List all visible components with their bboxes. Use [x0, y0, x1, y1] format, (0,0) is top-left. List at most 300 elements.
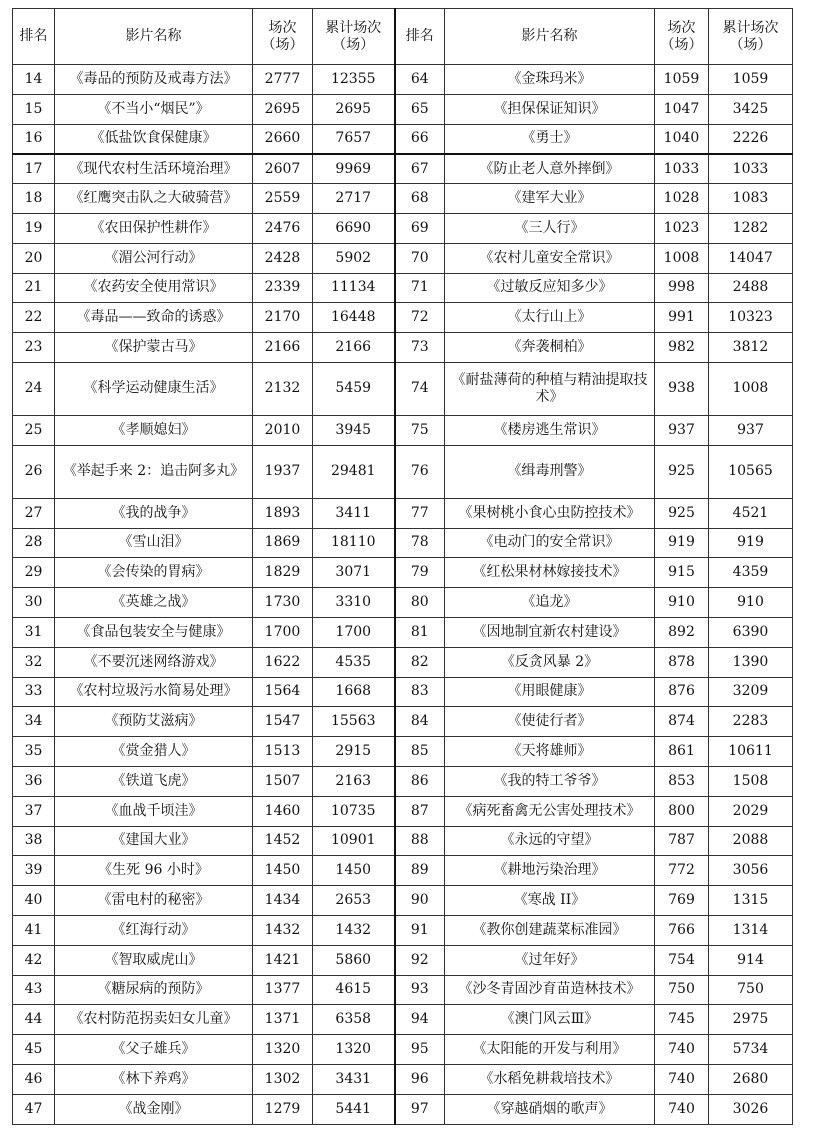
- left-shows-cell: 1434: [253, 886, 313, 916]
- left-title-cell: 《低盐饮食保健康》: [55, 124, 253, 154]
- right-rank-cell: 74: [395, 362, 445, 415]
- right-cumulative-cell: 1033: [709, 154, 793, 184]
- left-title-cell: 《农村防范拐卖妇女儿童》: [55, 1005, 253, 1035]
- left-cumulative-cell: 15563: [313, 707, 395, 737]
- left-title-cell: 《战金刚》: [55, 1094, 253, 1124]
- table-row: [13, 415, 793, 445]
- right-shows-cell: 766: [655, 915, 709, 945]
- right-title-cell: 《金珠玛米》: [445, 65, 655, 95]
- header-rank: 排名: [13, 9, 55, 65]
- left-title-cell: 《会传染的胃病》: [55, 558, 253, 588]
- left-rank-cell: 24: [13, 362, 55, 415]
- left-rank-cell: 16: [13, 124, 55, 154]
- left-title-cell: 《举起手来 2：追击阿多丸》: [55, 445, 253, 498]
- header-shows: 场次（场）: [655, 9, 709, 65]
- table-row: [13, 303, 793, 333]
- left-shows-cell: 2170: [253, 303, 313, 333]
- right-rank-cell: 72: [395, 303, 445, 333]
- table-row: [13, 617, 793, 647]
- right-cumulative-cell: 2488: [709, 273, 793, 303]
- right-shows-cell: 925: [655, 498, 709, 528]
- right-rank-cell: 73: [395, 333, 445, 363]
- left-rank-cell: 30: [13, 588, 55, 618]
- right-title-cell: 《过敏反应知多少》: [445, 273, 655, 303]
- left-rank-cell: 41: [13, 915, 55, 945]
- right-title-cell: 《防止老人意外摔倒》: [445, 154, 655, 184]
- right-cumulative-cell: 4359: [709, 558, 793, 588]
- left-rank-cell: 33: [13, 677, 55, 707]
- right-title-cell: 《病死畜禽无公害处理技术》: [445, 796, 655, 826]
- left-rank-cell: 47: [13, 1094, 55, 1124]
- right-shows-cell: 769: [655, 886, 709, 916]
- left-cumulative-cell: 3071: [313, 558, 395, 588]
- right-title-cell: 《耐盐薄荷的种植与精油提取技术》: [445, 362, 655, 415]
- table-row: [13, 498, 793, 528]
- right-cumulative-cell: 2088: [709, 826, 793, 856]
- table-row: [13, 1005, 793, 1035]
- right-title-cell: 《耕地污染治理》: [445, 856, 655, 886]
- left-rank-cell: 17: [13, 154, 55, 184]
- right-rank-cell: 69: [395, 213, 445, 243]
- left-cumulative-cell: 1320: [313, 1035, 395, 1065]
- right-shows-cell: 876: [655, 677, 709, 707]
- left-title-cell: 《智取威虎山》: [55, 945, 253, 975]
- left-cumulative-cell: 2653: [313, 886, 395, 916]
- right-rank-cell: 97: [395, 1094, 445, 1124]
- left-title-cell: 《生死 96 小时》: [55, 856, 253, 886]
- left-title-cell: 《糖尿病的预防》: [55, 975, 253, 1005]
- table-header: [13, 9, 793, 65]
- left-cumulative-cell: 7657: [313, 124, 395, 154]
- table-row: [13, 558, 793, 588]
- left-title-cell: 《保护蒙古马》: [55, 333, 253, 363]
- right-title-cell: 《红松果材林嫁接技术》: [445, 558, 655, 588]
- left-cumulative-cell: 2166: [313, 333, 395, 363]
- right-rank-cell: 70: [395, 243, 445, 273]
- right-rank-cell: 85: [395, 737, 445, 767]
- right-shows-cell: 740: [655, 1064, 709, 1094]
- right-title-cell: 《果树桃小食心虫防控技术》: [445, 498, 655, 528]
- table-row: [13, 707, 793, 737]
- left-cumulative-cell: 4615: [313, 975, 395, 1005]
- left-rank-cell: 22: [13, 303, 55, 333]
- left-shows-cell: 1730: [253, 588, 313, 618]
- right-cumulative-cell: 2680: [709, 1064, 793, 1094]
- left-shows-cell: 1320: [253, 1035, 313, 1065]
- left-shows-cell: 2339: [253, 273, 313, 303]
- left-title-cell: 《预防艾滋病》: [55, 707, 253, 737]
- right-shows-cell: 745: [655, 1005, 709, 1035]
- left-cumulative-cell: 1432: [313, 915, 395, 945]
- left-title-cell: 《毒品的预防及戒毒方法》: [55, 65, 253, 95]
- right-shows-cell: 1033: [655, 154, 709, 184]
- left-cumulative-cell: 3431: [313, 1064, 395, 1094]
- header-cumulative: 累计场次（场）: [709, 9, 793, 65]
- left-rank-cell: 36: [13, 766, 55, 796]
- left-shows-cell: 1893: [253, 498, 313, 528]
- left-title-cell: 《不要沉迷网络游戏》: [55, 647, 253, 677]
- header-cumulative: 累计场次（场）: [313, 9, 395, 65]
- right-rank-cell: 75: [395, 415, 445, 445]
- right-rank-cell: 67: [395, 154, 445, 184]
- left-shows-cell: 2166: [253, 333, 313, 363]
- right-title-cell: 《太行山上》: [445, 303, 655, 333]
- right-shows-cell: 892: [655, 617, 709, 647]
- left-rank-cell: 31: [13, 617, 55, 647]
- right-rank-cell: 65: [395, 94, 445, 124]
- right-shows-cell: 938: [655, 362, 709, 415]
- right-title-cell: 《我的特工爷爷》: [445, 766, 655, 796]
- right-rank-cell: 96: [395, 1064, 445, 1094]
- left-shows-cell: 1421: [253, 945, 313, 975]
- left-shows-cell: 1279: [253, 1094, 313, 1124]
- right-rank-cell: 83: [395, 677, 445, 707]
- table-row: [13, 243, 793, 273]
- left-rank-cell: 44: [13, 1005, 55, 1035]
- header-rank: 排名: [395, 9, 445, 65]
- right-shows-cell: 925: [655, 445, 709, 498]
- left-title-cell: 《农村垃圾污水简易处理》: [55, 677, 253, 707]
- left-shows-cell: 2695: [253, 94, 313, 124]
- right-rank-cell: 95: [395, 1035, 445, 1065]
- left-title-cell: 《食品包装安全与健康》: [55, 617, 253, 647]
- right-title-cell: 《水稻免耕栽培技术》: [445, 1064, 655, 1094]
- right-cumulative-cell: 1390: [709, 647, 793, 677]
- left-rank-cell: 40: [13, 886, 55, 916]
- table-row: [13, 445, 793, 498]
- right-shows-cell: 1008: [655, 243, 709, 273]
- document-page: [12, 8, 792, 1125]
- left-shows-cell: 2777: [253, 65, 313, 95]
- left-cumulative-cell: 10735: [313, 796, 395, 826]
- left-cumulative-cell: 5441: [313, 1094, 395, 1124]
- left-cumulative-cell: 3310: [313, 588, 395, 618]
- right-title-cell: 《缉毒刑警》: [445, 445, 655, 498]
- right-rank-cell: 90: [395, 886, 445, 916]
- left-cumulative-cell: 9969: [313, 154, 395, 184]
- right-rank-cell: 66: [395, 124, 445, 154]
- right-cumulative-cell: 919: [709, 528, 793, 558]
- right-cumulative-cell: 3425: [709, 94, 793, 124]
- left-cumulative-cell: 18110: [313, 528, 395, 558]
- right-cumulative-cell: 1008: [709, 362, 793, 415]
- left-shows-cell: 1302: [253, 1064, 313, 1094]
- table-body: [13, 65, 793, 1125]
- left-shows-cell: 1547: [253, 707, 313, 737]
- left-title-cell: 《湄公河行动》: [55, 243, 253, 273]
- right-title-cell: 《永远的守望》: [445, 826, 655, 856]
- left-cumulative-cell: 6690: [313, 213, 395, 243]
- left-cumulative-cell: 3945: [313, 415, 395, 445]
- left-rank-cell: 26: [13, 445, 55, 498]
- right-title-cell: 《勇士》: [445, 124, 655, 154]
- left-rank-cell: 28: [13, 528, 55, 558]
- left-cumulative-cell: 6358: [313, 1005, 395, 1035]
- left-title-cell: 《英雄之战》: [55, 588, 253, 618]
- right-shows-cell: 982: [655, 333, 709, 363]
- table-row: [13, 1064, 793, 1094]
- left-rank-cell: 45: [13, 1035, 55, 1065]
- left-shows-cell: 1450: [253, 856, 313, 886]
- right-title-cell: 《奔袭桐柏》: [445, 333, 655, 363]
- table-row: [13, 273, 793, 303]
- left-cumulative-cell: 16448: [313, 303, 395, 333]
- right-title-cell: 《楼房逃生常识》: [445, 415, 655, 445]
- left-title-cell: 《科学运动健康生活》: [55, 362, 253, 415]
- right-rank-cell: 89: [395, 856, 445, 886]
- table-row: [13, 677, 793, 707]
- right-rank-cell: 68: [395, 184, 445, 214]
- left-rank-cell: 37: [13, 796, 55, 826]
- right-cumulative-cell: 10323: [709, 303, 793, 333]
- right-shows-cell: 919: [655, 528, 709, 558]
- left-title-cell: 《林下养鸡》: [55, 1064, 253, 1094]
- table-row: [13, 124, 793, 154]
- left-shows-cell: 2010: [253, 415, 313, 445]
- right-rank-cell: 76: [395, 445, 445, 498]
- left-shows-cell: 1869: [253, 528, 313, 558]
- left-rank-cell: 27: [13, 498, 55, 528]
- right-title-cell: 《反贪风暴 2》: [445, 647, 655, 677]
- right-title-cell: 《穿越硝烟的歌声》: [445, 1094, 655, 1124]
- right-cumulative-cell: 1282: [709, 213, 793, 243]
- left-title-cell: 《毒品——致命的诱惑》: [55, 303, 253, 333]
- table-row: [13, 528, 793, 558]
- left-rank-cell: 20: [13, 243, 55, 273]
- left-cumulative-cell: 1450: [313, 856, 395, 886]
- left-cumulative-cell: 5860: [313, 945, 395, 975]
- left-cumulative-cell: 12355: [313, 65, 395, 95]
- left-rank-cell: 18: [13, 184, 55, 214]
- left-title-cell: 《红鹰突击队之大破骑营》: [55, 184, 253, 214]
- left-title-cell: 《铁道飞虎》: [55, 766, 253, 796]
- left-cumulative-cell: 2695: [313, 94, 395, 124]
- table-row: [13, 737, 793, 767]
- table-row: [13, 826, 793, 856]
- left-title-cell: 《农药安全使用常识》: [55, 273, 253, 303]
- left-rank-cell: 21: [13, 273, 55, 303]
- right-title-cell: 《三人行》: [445, 213, 655, 243]
- right-title-cell: 《过年好》: [445, 945, 655, 975]
- left-rank-cell: 34: [13, 707, 55, 737]
- header-shows: 场次（场）: [253, 9, 313, 65]
- right-shows-cell: 991: [655, 303, 709, 333]
- right-cumulative-cell: 3056: [709, 856, 793, 886]
- left-cumulative-cell: 3411: [313, 498, 395, 528]
- left-shows-cell: 2660: [253, 124, 313, 154]
- right-title-cell: 《用眼健康》: [445, 677, 655, 707]
- right-cumulative-cell: 1314: [709, 915, 793, 945]
- right-rank-cell: 91: [395, 915, 445, 945]
- left-rank-cell: 23: [13, 333, 55, 363]
- left-title-cell: 《赏金猎人》: [55, 737, 253, 767]
- right-rank-cell: 87: [395, 796, 445, 826]
- right-cumulative-cell: 3209: [709, 677, 793, 707]
- left-rank-cell: 35: [13, 737, 55, 767]
- header-title: 影片名称: [55, 9, 253, 65]
- right-cumulative-cell: 2975: [709, 1005, 793, 1035]
- left-shows-cell: 1513: [253, 737, 313, 767]
- left-shows-cell: 1700: [253, 617, 313, 647]
- left-cumulative-cell: 11134: [313, 273, 395, 303]
- right-cumulative-cell: 3026: [709, 1094, 793, 1124]
- table-row: [13, 184, 793, 214]
- left-rank-cell: 32: [13, 647, 55, 677]
- left-shows-cell: 1452: [253, 826, 313, 856]
- right-shows-cell: 853: [655, 766, 709, 796]
- right-shows-cell: 740: [655, 1094, 709, 1124]
- table-row: [13, 1035, 793, 1065]
- right-title-cell: 《建军大业》: [445, 184, 655, 214]
- left-shows-cell: 1371: [253, 1005, 313, 1035]
- left-rank-cell: 43: [13, 975, 55, 1005]
- left-cumulative-cell: 2915: [313, 737, 395, 767]
- table-row: [13, 154, 793, 184]
- left-shows-cell: 2559: [253, 184, 313, 214]
- table-row: [13, 94, 793, 124]
- right-shows-cell: 1059: [655, 65, 709, 95]
- right-rank-cell: 80: [395, 588, 445, 618]
- left-title-cell: 《农田保护性耕作》: [55, 213, 253, 243]
- right-shows-cell: 754: [655, 945, 709, 975]
- left-rank-cell: 38: [13, 826, 55, 856]
- table-row: [13, 945, 793, 975]
- right-shows-cell: 874: [655, 707, 709, 737]
- right-title-cell: 《追龙》: [445, 588, 655, 618]
- right-shows-cell: 787: [655, 826, 709, 856]
- left-title-cell: 《父子雄兵》: [55, 1035, 253, 1065]
- right-rank-cell: 78: [395, 528, 445, 558]
- left-cumulative-cell: 29481: [313, 445, 395, 498]
- right-cumulative-cell: 10611: [709, 737, 793, 767]
- table-row: [13, 766, 793, 796]
- right-shows-cell: 915: [655, 558, 709, 588]
- right-rank-cell: 79: [395, 558, 445, 588]
- left-shows-cell: 1377: [253, 975, 313, 1005]
- table-row: [13, 975, 793, 1005]
- table-row: [13, 65, 793, 95]
- right-cumulative-cell: 2226: [709, 124, 793, 154]
- right-cumulative-cell: 910: [709, 588, 793, 618]
- right-title-cell: 《使徒行者》: [445, 707, 655, 737]
- right-shows-cell: 750: [655, 975, 709, 1005]
- left-title-cell: 《孝顺媳妇》: [55, 415, 253, 445]
- left-title-cell: 《我的战争》: [55, 498, 253, 528]
- table-row: [13, 362, 793, 415]
- right-rank-cell: 88: [395, 826, 445, 856]
- table-row: [13, 886, 793, 916]
- left-shows-cell: 1507: [253, 766, 313, 796]
- right-rank-cell: 94: [395, 1005, 445, 1035]
- header-title: 影片名称: [445, 9, 655, 65]
- right-title-cell: 《太阳能的开发与利用》: [445, 1035, 655, 1065]
- right-cumulative-cell: 1508: [709, 766, 793, 796]
- right-cumulative-cell: 750: [709, 975, 793, 1005]
- right-rank-cell: 81: [395, 617, 445, 647]
- right-shows-cell: 1023: [655, 213, 709, 243]
- left-rank-cell: 29: [13, 558, 55, 588]
- right-rank-cell: 71: [395, 273, 445, 303]
- left-cumulative-cell: 2163: [313, 766, 395, 796]
- right-shows-cell: 1047: [655, 94, 709, 124]
- right-title-cell: 《澳门风云Ⅲ》: [445, 1005, 655, 1035]
- left-rank-cell: 46: [13, 1064, 55, 1094]
- left-shows-cell: 1432: [253, 915, 313, 945]
- left-shows-cell: 1937: [253, 445, 313, 498]
- left-shows-cell: 1460: [253, 796, 313, 826]
- left-shows-cell: 2476: [253, 213, 313, 243]
- right-cumulative-cell: 5734: [709, 1035, 793, 1065]
- left-title-cell: 《血战千顷洼》: [55, 796, 253, 826]
- right-cumulative-cell: 10565: [709, 445, 793, 498]
- left-rank-cell: 19: [13, 213, 55, 243]
- table-row: [13, 915, 793, 945]
- left-rank-cell: 42: [13, 945, 55, 975]
- left-cumulative-cell: 4535: [313, 647, 395, 677]
- right-shows-cell: 861: [655, 737, 709, 767]
- right-shows-cell: 1028: [655, 184, 709, 214]
- right-cumulative-cell: 1315: [709, 886, 793, 916]
- left-shows-cell: 2132: [253, 362, 313, 415]
- right-shows-cell: 740: [655, 1035, 709, 1065]
- right-rank-cell: 92: [395, 945, 445, 975]
- table-row: [13, 647, 793, 677]
- left-title-cell: 《雪山泪》: [55, 528, 253, 558]
- left-shows-cell: 1622: [253, 647, 313, 677]
- right-title-cell: 《担保保证知识》: [445, 94, 655, 124]
- right-title-cell: 《教你创建蔬菜标准园》: [445, 915, 655, 945]
- table-row: [13, 1094, 793, 1124]
- right-title-cell: 《因地制宜新农村建设》: [445, 617, 655, 647]
- table-row: [13, 796, 793, 826]
- right-cumulative-cell: 4521: [709, 498, 793, 528]
- left-cumulative-cell: 2717: [313, 184, 395, 214]
- left-rank-cell: 14: [13, 65, 55, 95]
- right-cumulative-cell: 937: [709, 415, 793, 445]
- right-cumulative-cell: 1083: [709, 184, 793, 214]
- right-title-cell: 《农村儿童安全常识》: [445, 243, 655, 273]
- left-title-cell: 《不当小“烟民”》: [55, 94, 253, 124]
- left-title-cell: 《建国大业》: [55, 826, 253, 856]
- right-rank-cell: 64: [395, 65, 445, 95]
- right-title-cell: 《天将雄师》: [445, 737, 655, 767]
- left-cumulative-cell: 10901: [313, 826, 395, 856]
- right-shows-cell: 1040: [655, 124, 709, 154]
- right-rank-cell: 86: [395, 766, 445, 796]
- right-rank-cell: 77: [395, 498, 445, 528]
- table-row: [13, 333, 793, 363]
- right-shows-cell: 800: [655, 796, 709, 826]
- right-title-cell: 《电动门的安全常识》: [445, 528, 655, 558]
- film-screening-table: [12, 8, 793, 1125]
- table-row: [13, 856, 793, 886]
- left-cumulative-cell: 1668: [313, 677, 395, 707]
- right-shows-cell: 998: [655, 273, 709, 303]
- right-rank-cell: 84: [395, 707, 445, 737]
- right-cumulative-cell: 2029: [709, 796, 793, 826]
- left-shows-cell: 1829: [253, 558, 313, 588]
- right-title-cell: 《寒战 II》: [445, 886, 655, 916]
- left-title-cell: 《现代农村生活环境治理》: [55, 154, 253, 184]
- right-shows-cell: 910: [655, 588, 709, 618]
- right-cumulative-cell: 914: [709, 945, 793, 975]
- right-cumulative-cell: 14047: [709, 243, 793, 273]
- right-rank-cell: 82: [395, 647, 445, 677]
- right-cumulative-cell: 6390: [709, 617, 793, 647]
- right-rank-cell: 93: [395, 975, 445, 1005]
- left-rank-cell: 25: [13, 415, 55, 445]
- table-row: [13, 588, 793, 618]
